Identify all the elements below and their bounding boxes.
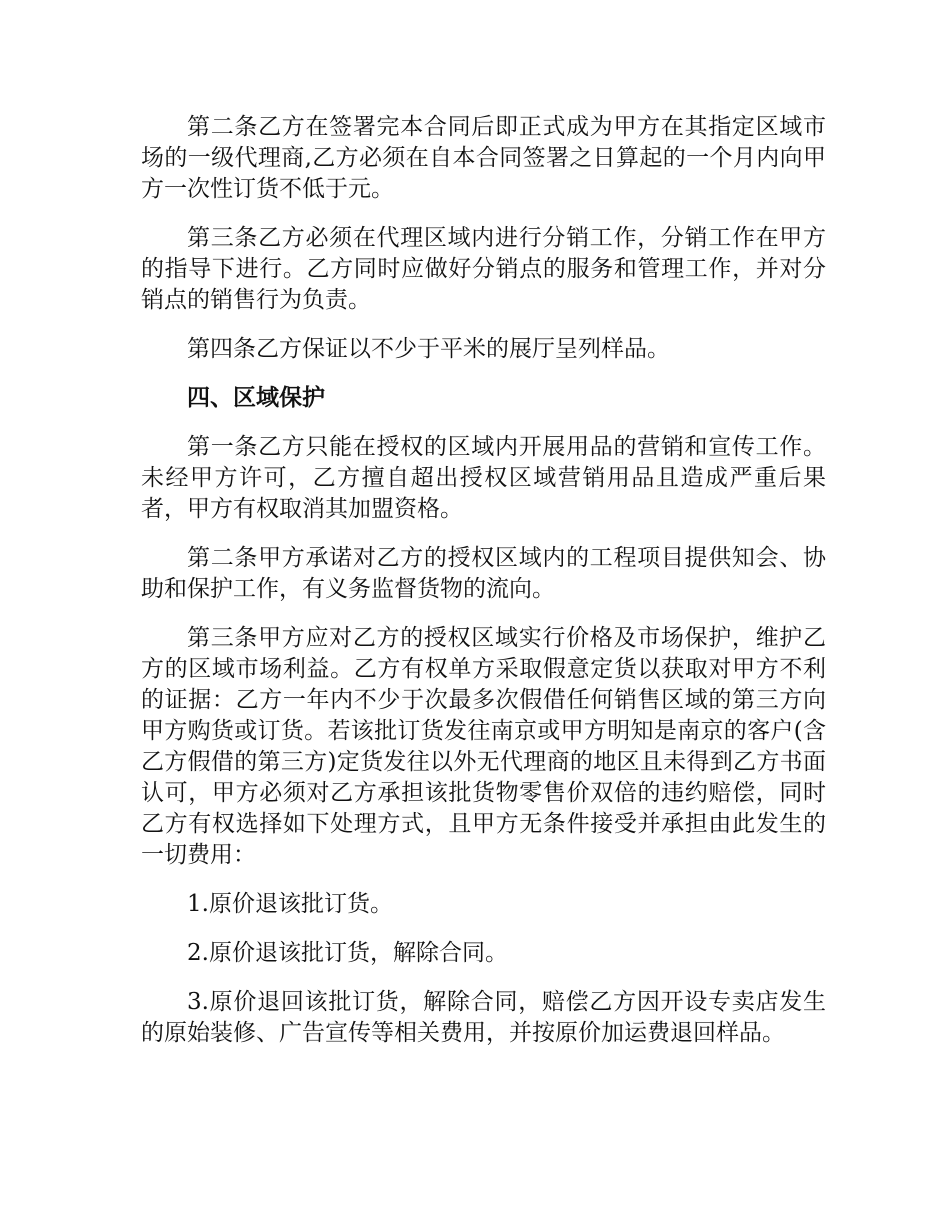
section-heading-area-protection: 四、区域保护 (187, 385, 325, 411)
clause-2-project-protection: 第二条甲方承诺对乙方的授权区域内的工程项目提供知会、协助和保护工作，有义务监督货物的流向。 (141, 545, 826, 602)
option-2: 2.原价退该批订货，解除合同。 (187, 940, 508, 966)
clause-2-first-level-agent: 第二条乙方在签署完本合同后即正式成为甲方在其指定区域市场的一级代理商,乙方必须在自本合同签署之日算起的一个月内向甲方一次性订货不低于元。 (141, 114, 826, 202)
option-1: 1.原价退该批订货。 (187, 891, 393, 917)
clause-4-showroom: 第四条乙方保证以不少于平米的展厅呈列样品。 (187, 336, 670, 362)
clause-1-authorized-area: 第一条乙方只能在授权的区域内开展用品的营销和宣传工作。未经甲方许可，乙方擅自超出授权区域营销用品且造成严重后果者，甲方有权取消其加盟资格。 (141, 434, 826, 522)
option-3: 3.原价退回该批订货，解除合同，赔偿乙方因开设专卖店发生的原始装修、广告宣传等相关费用，并按原价加运费退回样品。 (141, 989, 826, 1046)
clause-3-distribution: 第三条乙方必须在代理区域内进行分销工作，分销工作在甲方的指导下进行。乙方同时应做好分销点的服务和管理工作，并对分销点的销售行为负责。 (141, 225, 826, 313)
clause-3-price-market-protection: 第三条甲方应对乙方的授权区域实行价格及市场保护，维护乙方的区域市场利益。乙方有权单方采取假意定货以获取对甲方不利的证据：乙方一年内不少于次最多次假借任何销售区域的第三方向甲方购货或订货。若该批订货发往南京或甲方明知是南京的客户(含乙方假借的第三方)定货发往以外无代理商的地区且未得到乙方书面认可，甲方必须对乙方承担该批货物零售价双倍的违约赔偿，同时乙方有权选择如下处理方式，且甲方无条件接受并承担由此发生的一切费用： (141, 625, 826, 868)
document-page (141, 112, 826, 1067)
